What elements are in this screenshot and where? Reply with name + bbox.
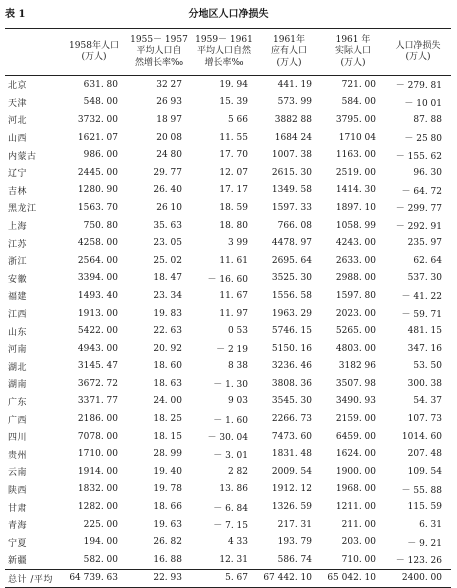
- value-cell: 18. 47: [153, 273, 182, 284]
- table-row: [5, 129, 451, 147]
- value-cell: 4243. 00: [335, 238, 376, 249]
- value-cell: 25. 02: [153, 255, 182, 266]
- value-cell: 207. 48: [407, 449, 442, 460]
- value-cell: － 299. 77: [395, 204, 442, 215]
- region-cell: 吉林: [8, 186, 28, 197]
- region-cell: 上海: [8, 222, 28, 233]
- value-cell: － 123. 26: [395, 556, 442, 567]
- value-cell: 62. 64: [413, 255, 442, 266]
- region-cell: 广西: [8, 415, 28, 426]
- value-cell: 5. 67: [225, 573, 248, 584]
- value-cell: 3507. 98: [335, 378, 376, 389]
- value-cell: － 155. 62: [395, 151, 442, 162]
- value-cell: 235. 97: [407, 238, 442, 249]
- value-cell: 3545. 30: [271, 396, 312, 407]
- value-cell: － 6. 84: [213, 503, 248, 514]
- value-cell: 18 97: [156, 114, 182, 125]
- value-cell: 1493. 40: [77, 290, 118, 301]
- region-cell: 浙江: [8, 257, 28, 268]
- value-cell: 11. 61: [219, 255, 248, 266]
- value-cell: 710. 00: [341, 554, 376, 565]
- value-cell: 481. 15: [407, 326, 442, 337]
- table-row: [5, 199, 451, 217]
- value-cell: 1963. 29: [271, 308, 312, 319]
- region-cell: 天津: [8, 98, 28, 109]
- table-row: [5, 393, 451, 411]
- value-cell: － 7. 15: [213, 521, 248, 532]
- table-body: [5, 76, 451, 588]
- value-cell: 5265. 00: [335, 326, 376, 337]
- table-row: [5, 305, 451, 323]
- value-cell: 193. 79: [277, 537, 312, 548]
- value-cell: － 1. 60: [213, 415, 248, 426]
- value-cell: 24. 00: [153, 396, 182, 407]
- value-cell: 2186. 00: [77, 414, 118, 425]
- value-cell: 18. 60: [153, 361, 182, 372]
- value-cell: 721. 00: [341, 79, 376, 90]
- value-cell: 23. 05: [153, 238, 182, 249]
- value-cell: 4943. 00: [77, 343, 118, 354]
- value-cell: 7078. 00: [77, 431, 118, 442]
- value-cell: 19. 94: [219, 79, 248, 90]
- value-cell: 4803. 00: [335, 343, 376, 354]
- value-cell: 18. 59: [219, 202, 248, 213]
- table-row: [5, 498, 451, 516]
- value-cell: 1912. 12: [271, 484, 312, 495]
- value-cell: 2615. 30: [271, 167, 312, 178]
- value-cell: 2445. 00: [77, 167, 118, 178]
- value-cell: 2009. 54: [271, 466, 312, 477]
- value-cell: 1058. 99: [335, 220, 376, 231]
- region-cell: 甘肃: [8, 503, 28, 514]
- value-cell: 1280. 90: [77, 185, 118, 196]
- column-header-net-loss: 人口净损失 (万人): [395, 40, 441, 62]
- table-row: [5, 287, 451, 305]
- value-cell: 19. 78: [153, 484, 182, 495]
- value-cell: 17. 17: [219, 185, 248, 196]
- value-cell: 586. 74: [277, 554, 312, 565]
- region-cell: 陕西: [8, 485, 28, 496]
- region-cell: 安徽: [8, 274, 28, 285]
- value-cell: 441. 19: [277, 79, 312, 90]
- value-cell: 26 10: [156, 202, 182, 213]
- value-cell: 20. 92: [153, 343, 182, 354]
- value-cell: 67 442. 10: [263, 573, 312, 584]
- value-cell: 3808. 36: [271, 378, 312, 389]
- value-cell: 24 80: [156, 150, 182, 161]
- region-cell: 贵州: [8, 450, 28, 461]
- value-cell: 3732. 00: [77, 114, 118, 125]
- value-cell: 537. 30: [407, 273, 442, 284]
- value-cell: 5746. 15: [271, 326, 312, 337]
- table-row: [5, 481, 451, 499]
- value-cell: 2266. 73: [271, 414, 312, 425]
- value-cell: 0 53: [227, 326, 248, 337]
- region-cell: 新疆: [8, 556, 28, 567]
- value-cell: 11. 67: [219, 290, 248, 301]
- table-row: [5, 410, 451, 428]
- region-cell: 青海: [8, 521, 28, 532]
- value-cell: 13. 86: [219, 484, 248, 495]
- value-cell: 2400. 00: [401, 573, 442, 584]
- table-row: [5, 111, 451, 129]
- table-row: [5, 94, 451, 112]
- value-cell: 1710. 00: [77, 449, 118, 460]
- region-cell: 总计 /平均: [8, 574, 53, 585]
- value-cell: 26. 82: [153, 537, 182, 548]
- population-loss-table: [5, 28, 451, 588]
- value-cell: － 25 80: [404, 134, 442, 145]
- table-number: 表 1: [5, 9, 26, 20]
- value-cell: 3394. 00: [77, 273, 118, 284]
- value-cell: 18. 66: [153, 502, 182, 513]
- value-cell: 11. 97: [219, 308, 248, 319]
- value-cell: － 41. 22: [401, 292, 442, 303]
- value-cell: － 2 19: [216, 345, 248, 356]
- table-row: [5, 217, 451, 235]
- value-cell: 19. 63: [153, 519, 182, 530]
- value-cell: 194. 00: [83, 537, 118, 548]
- value-cell: 1163. 00: [335, 150, 376, 161]
- table-title: 分地区人口净损失: [188, 9, 269, 20]
- column-header-growth-1959-1961: 1959－ 1961 平均人口自然 增长率‰: [195, 34, 253, 68]
- value-cell: 986. 00: [83, 150, 118, 161]
- table-row: [5, 533, 451, 551]
- value-cell: 17. 70: [219, 150, 248, 161]
- value-cell: 19. 83: [153, 308, 182, 319]
- value-cell: 18. 25: [153, 414, 182, 425]
- value-cell: 22. 93: [153, 573, 182, 584]
- value-cell: 2519. 00: [335, 167, 376, 178]
- table-row: [5, 182, 451, 200]
- value-cell: 347. 16: [407, 343, 442, 354]
- value-cell: 2695. 64: [271, 255, 312, 266]
- column-header-actual-1961: 1961 年 实际人口 (万人): [334, 34, 371, 68]
- value-cell: 26 93: [156, 97, 182, 108]
- value-cell: 1563. 70: [77, 202, 118, 213]
- value-cell: 211. 00: [341, 519, 376, 530]
- value-cell: 23. 34: [153, 290, 182, 301]
- value-cell: 32 27: [156, 79, 182, 90]
- value-cell: 12. 31: [219, 554, 248, 565]
- value-cell: 53. 50: [413, 361, 442, 372]
- region-cell: 云南: [8, 468, 28, 479]
- value-cell: － 279. 81: [395, 81, 442, 92]
- value-cell: 12. 07: [219, 167, 248, 178]
- value-cell: 1621. 07: [77, 132, 118, 143]
- value-cell: 3182 96: [338, 361, 376, 372]
- table-row: [5, 234, 451, 252]
- value-cell: 1597. 80: [335, 290, 376, 301]
- value-cell: 15. 39: [219, 97, 248, 108]
- value-cell: 1832. 00: [77, 484, 118, 495]
- value-cell: 29. 77: [153, 167, 182, 178]
- value-cell: 225. 00: [83, 519, 118, 530]
- value-cell: 64 739. 63: [69, 573, 118, 584]
- region-cell: 湖北: [8, 362, 28, 373]
- value-cell: 1556. 58: [271, 290, 312, 301]
- region-cell: 河南: [8, 345, 28, 356]
- value-cell: 18. 15: [153, 431, 182, 442]
- value-cell: 750. 80: [83, 220, 118, 231]
- value-cell: 35. 63: [153, 220, 182, 231]
- column-header-population-1958: 1958年人口 (万人): [69, 40, 119, 62]
- value-cell: 584. 00: [341, 97, 376, 108]
- value-cell: 19. 40: [153, 466, 182, 477]
- value-cell: 2564. 00: [77, 255, 118, 266]
- region-cell: 江西: [8, 310, 28, 321]
- value-cell: 1710 04: [338, 132, 376, 143]
- value-cell: 3525. 30: [271, 273, 312, 284]
- value-cell: － 9. 21: [407, 538, 442, 549]
- column-header-growth-1955-1957: 1955－ 1957 平均人口自 然增长率‰: [130, 34, 188, 68]
- value-cell: 1349. 58: [271, 185, 312, 196]
- value-cell: 4 33: [227, 537, 248, 548]
- region-cell: 宁夏: [8, 538, 28, 549]
- region-cell: 山西: [8, 134, 28, 145]
- value-cell: 18. 63: [153, 378, 182, 389]
- value-cell: － 292. 91: [395, 222, 442, 233]
- table-row: [5, 146, 451, 164]
- region-cell: 内蒙古: [8, 151, 37, 162]
- region-cell: 辽宁: [8, 169, 28, 180]
- value-cell: 4478. 97: [271, 238, 312, 249]
- value-cell: 1624. 00: [335, 449, 376, 460]
- value-cell: 2988. 00: [335, 273, 376, 284]
- region-cell: 福建: [8, 292, 28, 303]
- value-cell: 1900. 00: [335, 466, 376, 477]
- value-cell: 22. 63: [153, 326, 182, 337]
- value-cell: 1597. 33: [271, 202, 312, 213]
- value-cell: － 64. 72: [401, 186, 442, 197]
- value-cell: 2633. 00: [335, 255, 376, 266]
- table-row: [5, 463, 451, 481]
- value-cell: 20 08: [156, 132, 182, 143]
- table-row: [5, 340, 451, 358]
- table-row: [5, 516, 451, 534]
- value-cell: 1326. 59: [271, 502, 312, 513]
- table-row: [5, 445, 451, 463]
- value-cell: 96. 30: [413, 167, 442, 178]
- value-cell: 3490. 93: [335, 396, 376, 407]
- region-cell: 黑龙江: [8, 204, 37, 215]
- value-cell: 582. 00: [83, 554, 118, 565]
- value-cell: 1007. 38: [271, 150, 312, 161]
- table-header-row: [5, 29, 451, 76]
- value-cell: 1913. 00: [77, 308, 118, 319]
- table-row: [5, 270, 451, 288]
- value-cell: 4258. 00: [77, 238, 118, 249]
- value-cell: 5422. 00: [77, 326, 118, 337]
- value-cell: 217. 31: [277, 519, 312, 530]
- value-cell: 115. 59: [407, 502, 442, 513]
- table-caption: [0, 4, 457, 20]
- value-cell: 54. 37: [413, 396, 442, 407]
- table-row: [5, 428, 451, 446]
- value-cell: － 1. 30: [213, 380, 248, 391]
- value-cell: 18. 80: [219, 220, 248, 231]
- value-cell: 3371. 77: [77, 396, 118, 407]
- value-cell: 3 99: [227, 238, 248, 249]
- value-cell: 2023. 00: [335, 308, 376, 319]
- value-cell: 1211. 00: [335, 502, 376, 513]
- region-cell: 江苏: [8, 239, 28, 250]
- value-cell: 6. 31: [419, 519, 442, 530]
- value-cell: 6459. 00: [335, 431, 376, 442]
- value-cell: － 16. 60: [207, 274, 248, 285]
- value-cell: 1414. 30: [335, 185, 376, 196]
- value-cell: 573. 99: [277, 97, 312, 108]
- table-row: [5, 164, 451, 182]
- column-header-region: [5, 29, 61, 76]
- column-header-expected-1961: 1961年 应有人口 (万人): [270, 34, 307, 68]
- value-cell: 28. 99: [153, 449, 182, 460]
- value-cell: 3882 88: [274, 114, 312, 125]
- value-cell: 1968. 00: [335, 484, 376, 495]
- region-cell: 四川: [8, 433, 28, 444]
- value-cell: 5 66: [227, 114, 248, 125]
- value-cell: 1897. 10: [335, 202, 376, 213]
- value-cell: 300. 38: [407, 378, 442, 389]
- value-cell: 1684 24: [274, 132, 312, 143]
- value-cell: 1831. 48: [271, 449, 312, 460]
- value-cell: 631. 80: [83, 79, 118, 90]
- region-cell: 山东: [8, 327, 28, 338]
- value-cell: － 55. 88: [401, 485, 442, 496]
- value-cell: 11. 55: [219, 132, 248, 143]
- value-cell: － 3. 01: [213, 450, 248, 461]
- value-cell: 3672. 72: [77, 378, 118, 389]
- value-cell: 1014. 60: [401, 431, 442, 442]
- value-cell: 8 38: [227, 361, 248, 372]
- value-cell: 548. 00: [83, 97, 118, 108]
- table-row: [5, 322, 451, 340]
- value-cell: 87. 88: [413, 114, 442, 125]
- value-cell: 9 03: [227, 396, 248, 407]
- value-cell: 109. 54: [407, 466, 442, 477]
- value-cell: 3236. 46: [271, 361, 312, 372]
- value-cell: 2 82: [227, 466, 248, 477]
- region-cell: 广东: [8, 397, 28, 408]
- value-cell: 7473. 60: [271, 431, 312, 442]
- table-total-row: [5, 569, 451, 588]
- value-cell: 65 042. 10: [327, 573, 376, 584]
- value-cell: 3795. 00: [335, 114, 376, 125]
- value-cell: － 30. 04: [207, 433, 248, 444]
- value-cell: 2159. 00: [335, 414, 376, 425]
- value-cell: 26. 40: [153, 185, 182, 196]
- table-row: [5, 358, 451, 376]
- table-row: [5, 375, 451, 393]
- table-row: [5, 551, 451, 569]
- value-cell: 1282. 00: [77, 502, 118, 513]
- table-row: [5, 76, 451, 94]
- region-cell: 湖南: [8, 380, 28, 391]
- value-cell: 107. 73: [407, 414, 442, 425]
- table-row: [5, 252, 451, 270]
- value-cell: 1914. 00: [77, 466, 118, 477]
- value-cell: 16. 88: [153, 554, 182, 565]
- region-cell: 河北: [8, 116, 28, 127]
- value-cell: 766. 08: [277, 220, 312, 231]
- value-cell: 203. 00: [341, 537, 376, 548]
- value-cell: 5150. 16: [271, 343, 312, 354]
- value-cell: － 59. 71: [401, 310, 442, 321]
- region-cell: 北京: [8, 81, 28, 92]
- value-cell: － 10 01: [404, 98, 442, 109]
- value-cell: 3145. 47: [77, 361, 118, 372]
